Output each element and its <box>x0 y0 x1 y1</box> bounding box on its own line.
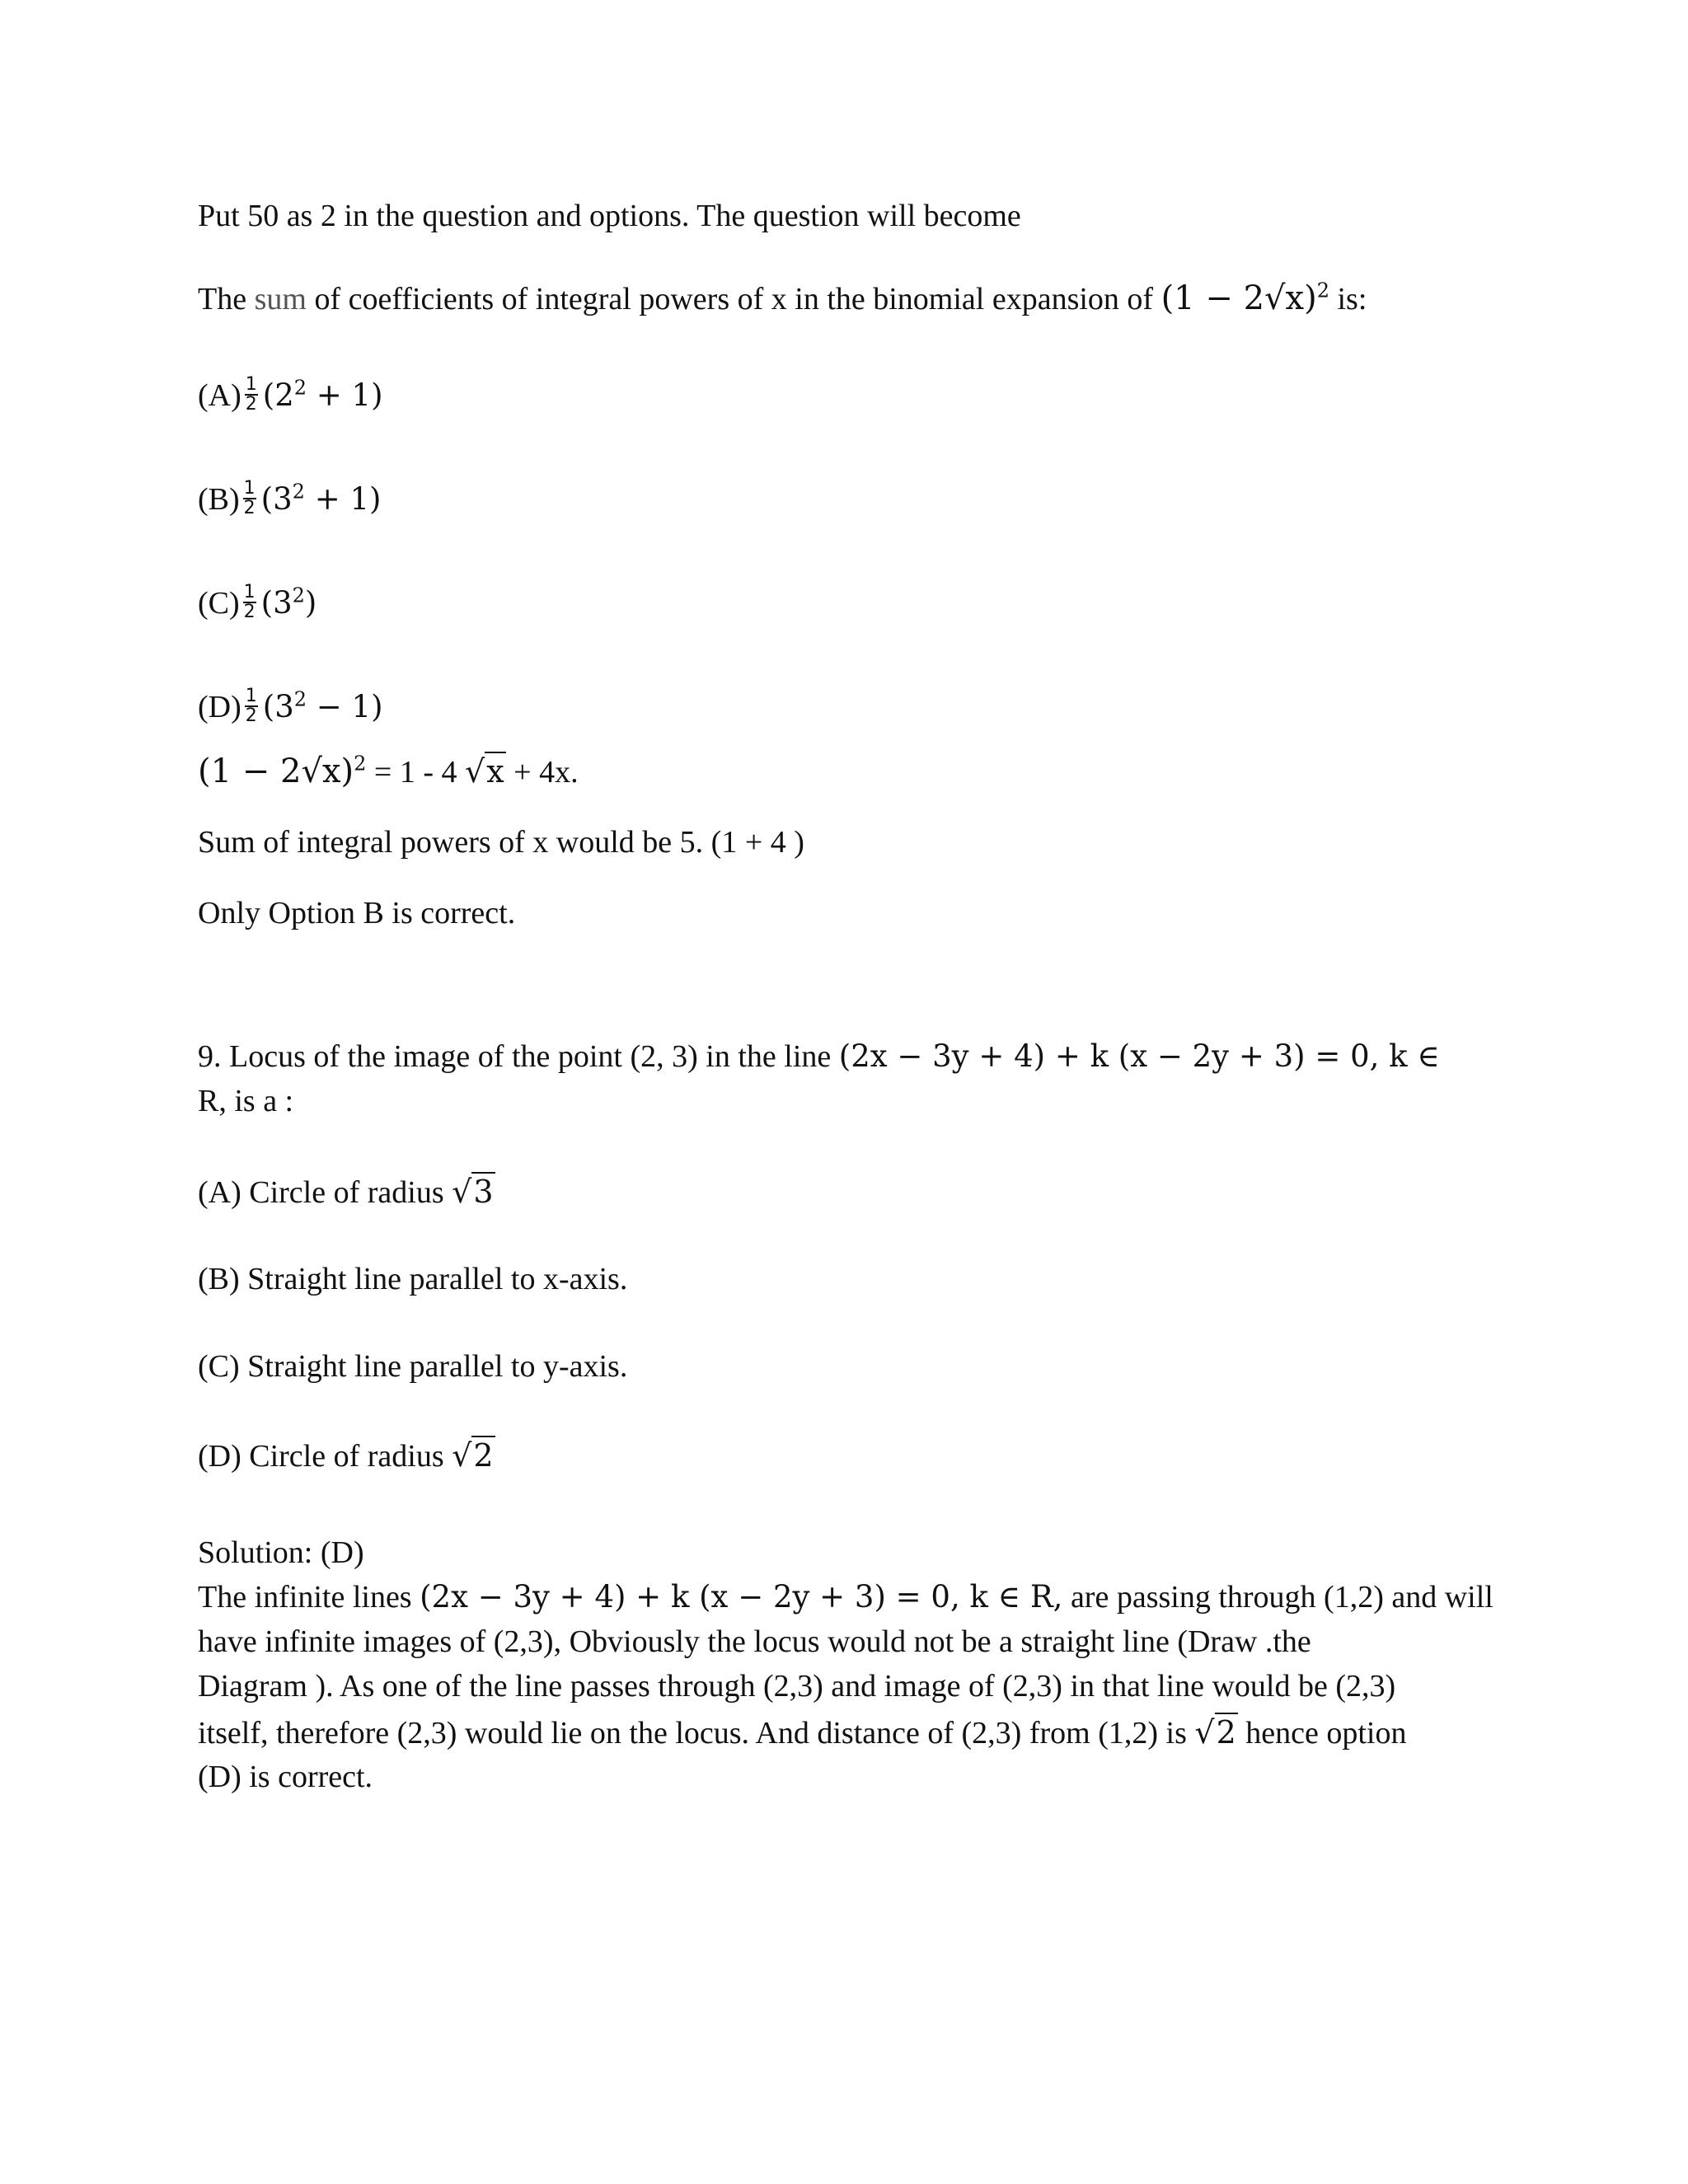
option-d: (D) $\frac{1}{2}$ $(3^2 - 1)$ <box>198 686 383 727</box>
solution-line5: (D) is correct. <box>198 1760 373 1794</box>
option-a: (A) $\frac{1}{2}$ $(2^2 + 1)$ <box>198 374 383 415</box>
option-label: (C) <box>198 586 240 621</box>
intro-text: Put 50 as 2 in the question and options. The question will become <box>198 199 1021 233</box>
expansion-line: $(1 - 2√x)^2 = 1 - 4$ √x + 4x. <box>198 752 579 790</box>
fraction: $\frac{1}{2}$ <box>243 478 256 519</box>
option-label: (B) <box>198 482 240 517</box>
fraction: $\frac{1}{2}$ <box>243 582 256 623</box>
stem-suffix: is: <box>1337 282 1367 316</box>
stem-exponent: 2 <box>1316 279 1329 302</box>
stem-prefix: The <box>198 282 247 316</box>
sum-line: Sum of integral powers of x would be 5. (1 + 4 ) <box>198 825 804 860</box>
answer-line: Only Option B is correct. <box>198 896 516 930</box>
solution-line4: itself, therefore (2,3) would lie on the locus. And distance of (2,3) from (1,2) is √2 hence option <box>198 1714 1407 1750</box>
option-label: (A) <box>198 378 241 413</box>
q9-stem-line1: 9. Locus of the image of the point (2, 3) in the line (2x − 3y + 4) + k (x − 2y + 3) = 0, k ∈ <box>198 1038 1440 1074</box>
option-b: (B) $\frac{1}{2}$ $(3^2 + 1)$ <box>198 478 382 519</box>
solution-line2: have infinite images of (2,3), Obviously the locus would not be a straight line (Draw .the <box>198 1624 1311 1659</box>
q9-option-b: (B) Straight line parallel to x-axis. <box>198 1262 628 1296</box>
fraction: $\frac{1}{2}$ <box>245 686 257 727</box>
question-stem <box>198 277 1367 321</box>
stem-faint-word: sum <box>254 282 307 316</box>
stem-expression: $(1 - 2√x)^2$ <box>1160 279 1329 317</box>
q9-option-c: (C) Straight line parallel to y-axis. <box>198 1349 628 1384</box>
option-c: (C) $\frac{1}{2}$ $(3^2)$ <box>198 582 317 623</box>
option-label: (D) <box>198 690 241 724</box>
solution-heading: Solution: (D) <box>198 1535 364 1570</box>
q9-option-d: (D) Circle of radius √2 <box>198 1437 494 1474</box>
q9-stem-line2: R, is a : <box>198 1084 294 1118</box>
solution-line1: The infinite lines (2x − 3y + 4) + k (x − 2y + 3) = 0, k ∈ R, are passing through (1,2) and will <box>198 1579 1493 1615</box>
stem-text: of coefficients of integral powers of x in the binomial expansion of <box>314 282 1154 316</box>
solution-line3: Diagram ). As one of the line passes through (2,3) and image of (2,3) in that line would be (2,3) <box>198 1669 1396 1704</box>
q9-option-a: (A) Circle of radius √3 <box>198 1174 494 1210</box>
fraction: $\frac{1}{2}$ <box>245 374 257 415</box>
